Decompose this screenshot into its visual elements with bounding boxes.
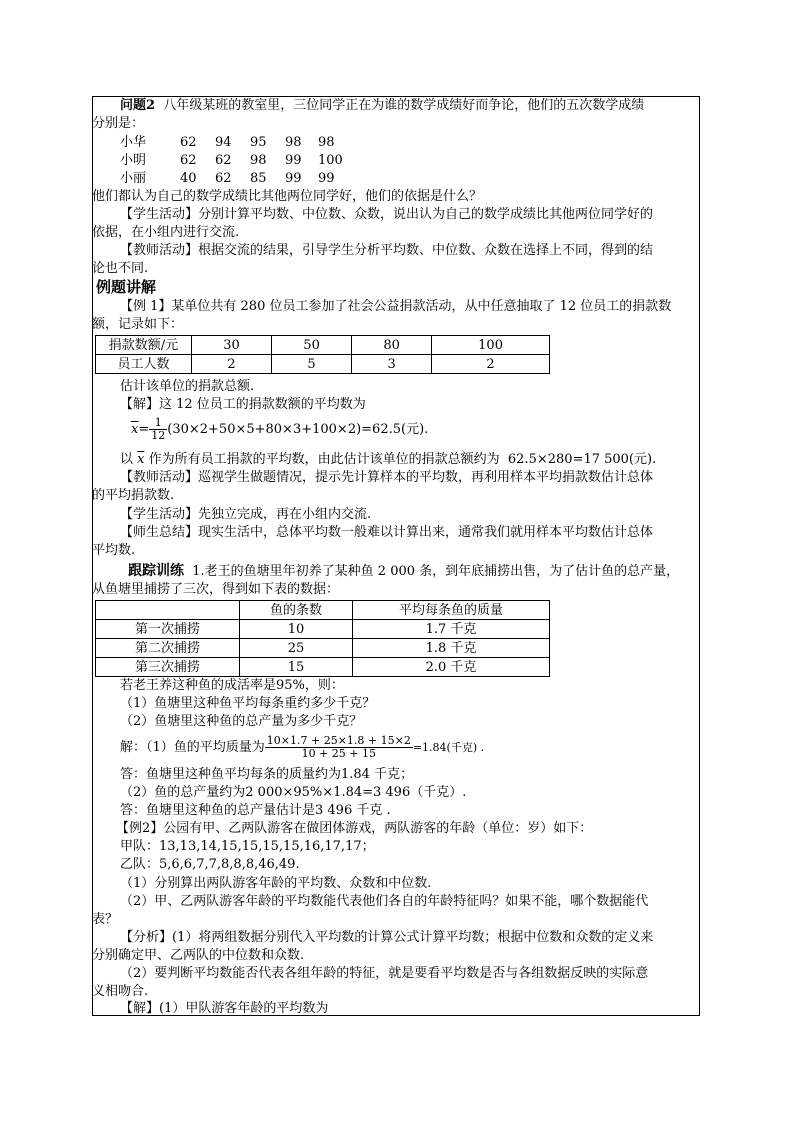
ex1-student: 【学生活动】先独立完成，再在小组内交流.: [120, 507, 372, 522]
ex2-line-1: 【例2】公园有甲、乙两队游客在做团体游戏，两队游客的年龄（单位：岁）如下：: [116, 821, 593, 836]
ex1-use-average: [120, 451, 728, 469]
table-cell: 15: [240, 658, 353, 677]
solution-prefix: 解：（1）鱼的平均质量为: [120, 740, 265, 755]
student-name: 小明: [120, 153, 147, 168]
score: 99: [285, 171, 302, 186]
ex2-question-2b: 表？: [92, 912, 119, 927]
x-bar-symbol: $\overline{x}$: [131, 422, 139, 437]
table-cell: 30: [192, 336, 272, 355]
use-text: 作为所有员工捐款的平均数，由此估计该单位的捐款总额约为 62.5×280=17 500(元).: [148, 452, 657, 467]
score: 98: [318, 135, 335, 150]
score: 99: [318, 171, 335, 186]
fish-table: [95, 600, 550, 677]
table-row: [96, 639, 550, 658]
score: 62: [180, 153, 197, 168]
x-bar-symbol: $\overline{x}$: [137, 452, 145, 467]
q2-teacher-activity-1: 【教师活动】根据交流的结果，引导学生分析平均数、中位数、众数在选择上不同，得到的结: [120, 243, 654, 258]
score: 100: [318, 153, 343, 168]
fraction-numerator: 1: [149, 417, 167, 430]
ex1-solution-intro: 【解】这 12 位员工的捐款数额的平均数为: [120, 397, 366, 412]
table-cell: 第一次捕捞: [96, 620, 240, 639]
practice-line-2: 从鱼塘里捕捞了三次，得到如下表的数据：: [92, 582, 340, 597]
student-name: 小华: [120, 135, 147, 150]
donation-table: [95, 335, 550, 374]
score: 94: [215, 135, 232, 150]
q2-title: 问题2: [120, 98, 156, 113]
table-cell: 50: [272, 336, 352, 355]
q2-question: 他们都认为自己的数学成绩比其他两位同学好，他们的依据是什么？: [92, 189, 483, 204]
table-cell: 100: [432, 336, 550, 355]
table-cell: 2: [192, 355, 272, 374]
ex1-summary-1: 【师生总结】现实生活中，总体平均数一般难以计算出来，通常我们就用样本平均数估计总体: [120, 525, 654, 540]
q2-line-2: 分别是：: [92, 116, 145, 131]
ex2-question-1: （1）分别算出两队游客年龄的平均数、众数和中位数.: [120, 876, 432, 891]
q2-student-activity-2: 依据，在小组内进行交流.: [92, 225, 240, 240]
table-cell: 平均每条鱼的质量: [353, 601, 550, 620]
table-cell: 第三次捕捞: [96, 658, 240, 677]
table-row: [96, 658, 550, 677]
table-cell: [96, 601, 240, 620]
score: 98: [285, 135, 302, 150]
table-row: [96, 355, 550, 374]
ex2-analysis-3: （2）要判断平均数能否代表各组年龄的特征，就是要看平均数是否与各组数据反映的实际意: [120, 966, 649, 981]
table-cell: 员工人数: [96, 355, 192, 374]
score-row-xiaohua: [0, 134, 794, 152]
q2-student-activity-1: 【学生活动】分别计算平均数、中位数、众数，说出认为自己的数学成绩比其他两位同学好的: [120, 207, 654, 222]
practice-answer-1: 答：鱼塘里这种鱼平均每条的质量约为1.84 千克；: [120, 767, 414, 782]
table-cell: 2.0 千克: [353, 658, 550, 677]
practice-heading: 跟踪训练: [128, 563, 184, 579]
score: 62: [215, 153, 232, 168]
practice-solution-formula: [120, 733, 728, 763]
table-cell: 3: [352, 355, 432, 374]
example-heading: 例题讲解: [96, 278, 157, 296]
fraction: [265, 735, 413, 760]
score: 95: [250, 135, 267, 150]
ex1-summary-2: 平均数.: [92, 543, 136, 558]
practice-question-1: （1）鱼塘里这种鱼平均每条重约多少千克？: [120, 696, 376, 711]
ex2-analysis-1: 【分析】(1）将两组数据分别代入平均数的计算公式计算平均数；根据中位数和众数的定义来: [120, 930, 654, 945]
q2-teacher-activity-2: 论也不同.: [92, 261, 149, 276]
table-cell: 1.8 千克: [353, 639, 550, 658]
table-cell: 10: [240, 620, 353, 639]
practice-part-2: （2）鱼的总产量约为2 000×95%×1.84=3 496（千克）.: [120, 785, 467, 800]
fraction-numerator: 10×1.7 + 25×1.8 + 15×2: [266, 734, 411, 747]
q2-text: 八年级某班的教室里，三位同学正在为谁的数学成绩好而争论，他们的五次数学成绩: [155, 98, 645, 113]
practice-condition: 若老王养这种鱼的成活率是95%，则：: [120, 678, 344, 693]
table-cell: 1.7 千克: [353, 620, 550, 639]
ex2-team-a: 甲队：13,13,14,15,15,15,15,16,17,17；: [120, 839, 375, 854]
ex1-line-1: 【例 1】某单位共有 280 位员工参加了社会公益捐款活动，从中任意抽取了 12 位员工的捐款数: [120, 299, 672, 314]
ex2-analysis-2: 分别确定甲、乙两队的中位数和众数.: [92, 948, 305, 963]
solution-suffix: =1.84(千克) .: [412, 741, 485, 754]
ex2-analysis-4: 义相吻合.: [92, 984, 149, 999]
table-row: [96, 620, 550, 639]
ex2-solution: 【解】(1）甲队游客年龄的平均数为: [120, 1001, 329, 1016]
table-cell: 25: [240, 639, 353, 658]
ex1-line-2: 额，记录如下：: [92, 317, 184, 332]
score-row-xiaoli: [0, 170, 794, 188]
ex1-teacher-1: 【教师活动】巡视学生做题情况，提示先计算样本的平均数，再利用样本平均捐款数估计总体: [120, 470, 654, 485]
score: 85: [250, 171, 267, 186]
practice-answer-2: 答：鱼塘里这种鱼的总产量估计是3 496 千克 .: [120, 803, 391, 818]
score: 62: [215, 171, 232, 186]
ex1-teacher-2: 的平均捐款数.: [92, 488, 175, 503]
use-prefix: 以: [120, 452, 134, 467]
ex1-estimate: 估计该单位的捐款总额.: [120, 379, 255, 394]
practice-question-2: （2）鱼塘里这种鱼的总产量为多少千克？: [120, 714, 363, 729]
table-cell: 捐款数额/元: [96, 336, 192, 355]
table-cell: 5: [272, 355, 352, 374]
table-cell: 2: [432, 355, 550, 374]
score: 99: [285, 153, 302, 168]
score-row-xiaoming: [0, 152, 794, 170]
table-row: [96, 336, 550, 355]
fraction-denominator: 10 + 25 + 15: [301, 747, 377, 760]
practice-text: 1.老王的鱼塘里年初养了某种鱼 2 000 条，到年底捕捞出售，为了估计鱼的总产量，: [184, 564, 680, 579]
ex2-question-2a: （2）甲、乙两队游客年龄的平均数能代表他们各自的年龄特征吗？如果不能，哪个数据能代: [120, 894, 649, 909]
student-name: 小丽: [120, 171, 147, 186]
table-cell: 第二次捕捞: [96, 639, 240, 658]
ex1-formula: $\overline{x}=$ $\frac{1}{12}$ (30×2+50×5+80×3+100×2)=62.5(元).: [131, 416, 429, 442]
table-cell: 80: [352, 336, 432, 355]
practice-line-1: [128, 562, 736, 581]
score: 40: [180, 171, 197, 186]
q2-line-1: [120, 97, 728, 115]
ex2-team-b: 乙队：5,6,6,7,7,8,8,8,46,49.: [120, 857, 300, 872]
formula-body: (30×2+50×5+80×3+100×2)=62.5(元).: [167, 422, 429, 437]
score: 98: [250, 153, 267, 168]
fraction-denominator: 12: [151, 429, 166, 442]
table-row: [96, 601, 550, 620]
score: 62: [180, 135, 197, 150]
fraction: [149, 417, 167, 442]
table-cell: 鱼的条数: [240, 601, 353, 620]
